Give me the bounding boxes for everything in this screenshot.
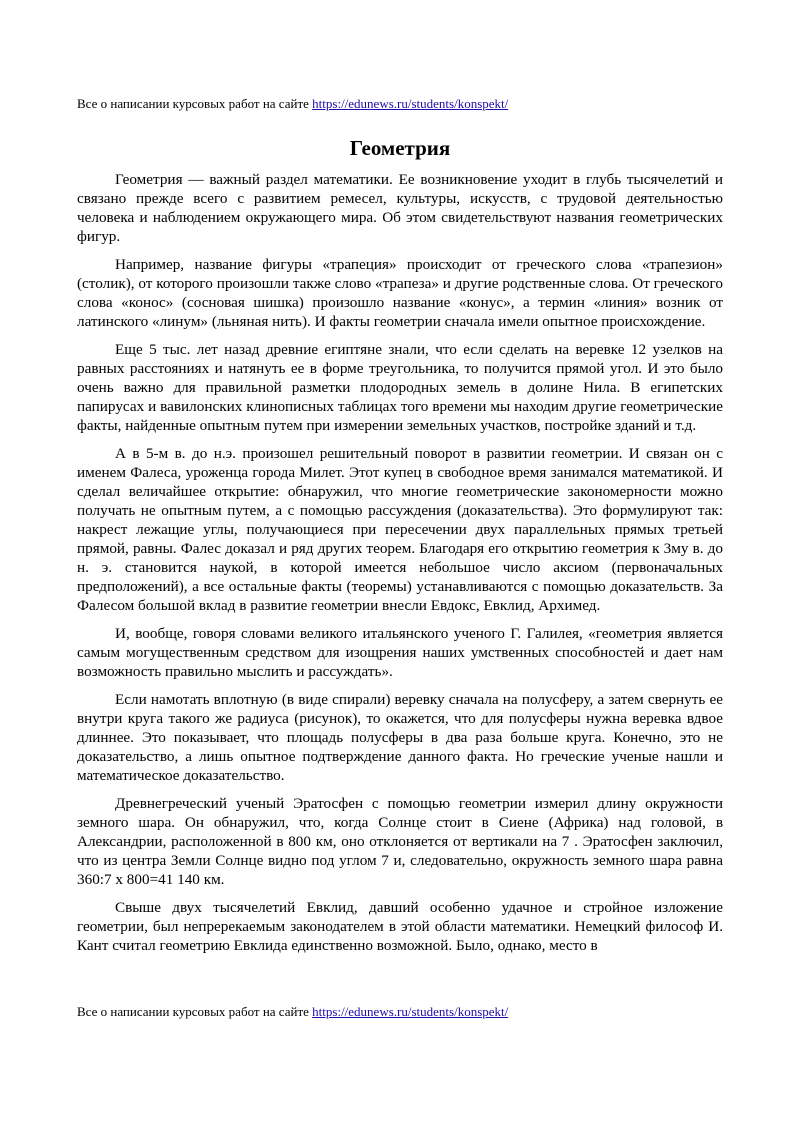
page-header: [77, 96, 508, 112]
header-text: Все о написании курсовых работ на сайте: [77, 96, 309, 111]
paragraph: А в 5-м в. до н.э. произошел решительный поворот в развитии геометрии. И связан он с именем Фалеса, уроженца города Милет. Этот купец в свободное время занимался математикой. И сделал величайшее открытие: обнаружил, что многие геометрические закономерности можно получать не опытным путем, а с помощью рассуждения (доказательства). Это формулируют так: накрест лежащие углы, получающиеся при пересечении двух параллельных прямых третьей прямой, равны. Фалес доказал и ряд других теорем. Благодаря его открытию геометрия к 3му в. до н. э. становится наукой, в которой имеется небольшое число аксиом (первоначальных предположений), а все остальные факты (теоремы) устанавливаются с помощью доказательств. За Фалесом большой вклад в развитие геометрии внесли Евдокс, Евклид, Архимед.: [77, 445, 723, 614]
paragraph: И, вообще, говоря словами великого итальянского ученого Г. Галилея, «геометрия является самым могущественным средством для изощрения наших умственных способностей и дает нам возможность правильно мыслить и рассуждать».: [77, 625, 723, 680]
footer-text: Все о написании курсовых работ на сайте: [77, 1004, 309, 1019]
header-link[interactable]: https://edunews.ru/students/konspekt/: [312, 96, 509, 111]
paragraph: Геометрия — важный раздел математики. Ее возникновение уходит в глубь тысячелетий и связано прежде всего с развитием ремесел, культуры, искусств, с трудовой деятельностью человека и наблюдением окружающего мира. Об этом свидетельствуют названия геометрических фигур.: [77, 171, 723, 245]
footer-link[interactable]: https://edunews.ru/students/konspekt/: [312, 1004, 509, 1019]
paragraph: Например, название фигуры «трапеция» происходит от греческого слова «трапезион» (столик), от которого произошли также слово «трапеза» и другие родственные слова. От греческого слова «конос» (сосновая шишка) произошло название «конус», а термин «линия» возник от латинского «линум» (льняная нить). И факты геометрии сначала имели опытное происхождение.: [77, 256, 723, 330]
paragraph: Древнегреческий ученый Эратосфен с помощью геометрии измерил длину окружности земного шара. Он обнаружил, что, когда Солнце стоит в Сиене (Африка) над головой, в Александрии, расположенной в 800 км, оно отклоняется от вертикали на 7 . Эратосфен заключил, что из центра Земли Солнце видно под углом 7 и, следовательно, окружность земного шара равна 360:7 х 800=41 140 км.: [77, 795, 723, 888]
document-title: Геометрия: [349, 136, 451, 160]
paragraph: Еще 5 тыс. лет назад древние египтяне знали, что если сделать на веревке 12 узелков на равных расстояниях и натянуть ее в форме треугольника, то получится прямой угол. И это было очень важно для правильной разметки плодородных земель в долине Нила. В египетских папирусах и вавилонских клинописных таблицах того времени мы находим другие геометрические факты, найденные опытным путем при измерении земельных участков, постройке зданий и т.д.: [77, 341, 723, 434]
page-footer: [77, 1004, 508, 1020]
paragraph: Если намотать вплотную (в виде спирали) веревку сначала на полусферу, а затем свернуть ее внутри круга такого же радиуса (рисунок), то окажется, что для полусферы нужна веревка вдвое длиннее. Это показывает, что площадь полусферы в два раза больше круга. Конечно, это не доказательство, а лишь опытное подтверждение данного факта. Но греческие ученые нашли и математическое доказательство.: [77, 691, 723, 784]
paragraph: Свыше двух тысячелетий Евклид, давший особенно удачное и стройное изложение геометрии, был непререкаемым законодателем в этой области математики. Немецкий философ И. Кант считал геометрию Евклида единственно возможной. Было, однако, место в: [77, 899, 723, 954]
document-body: [77, 134, 723, 964]
